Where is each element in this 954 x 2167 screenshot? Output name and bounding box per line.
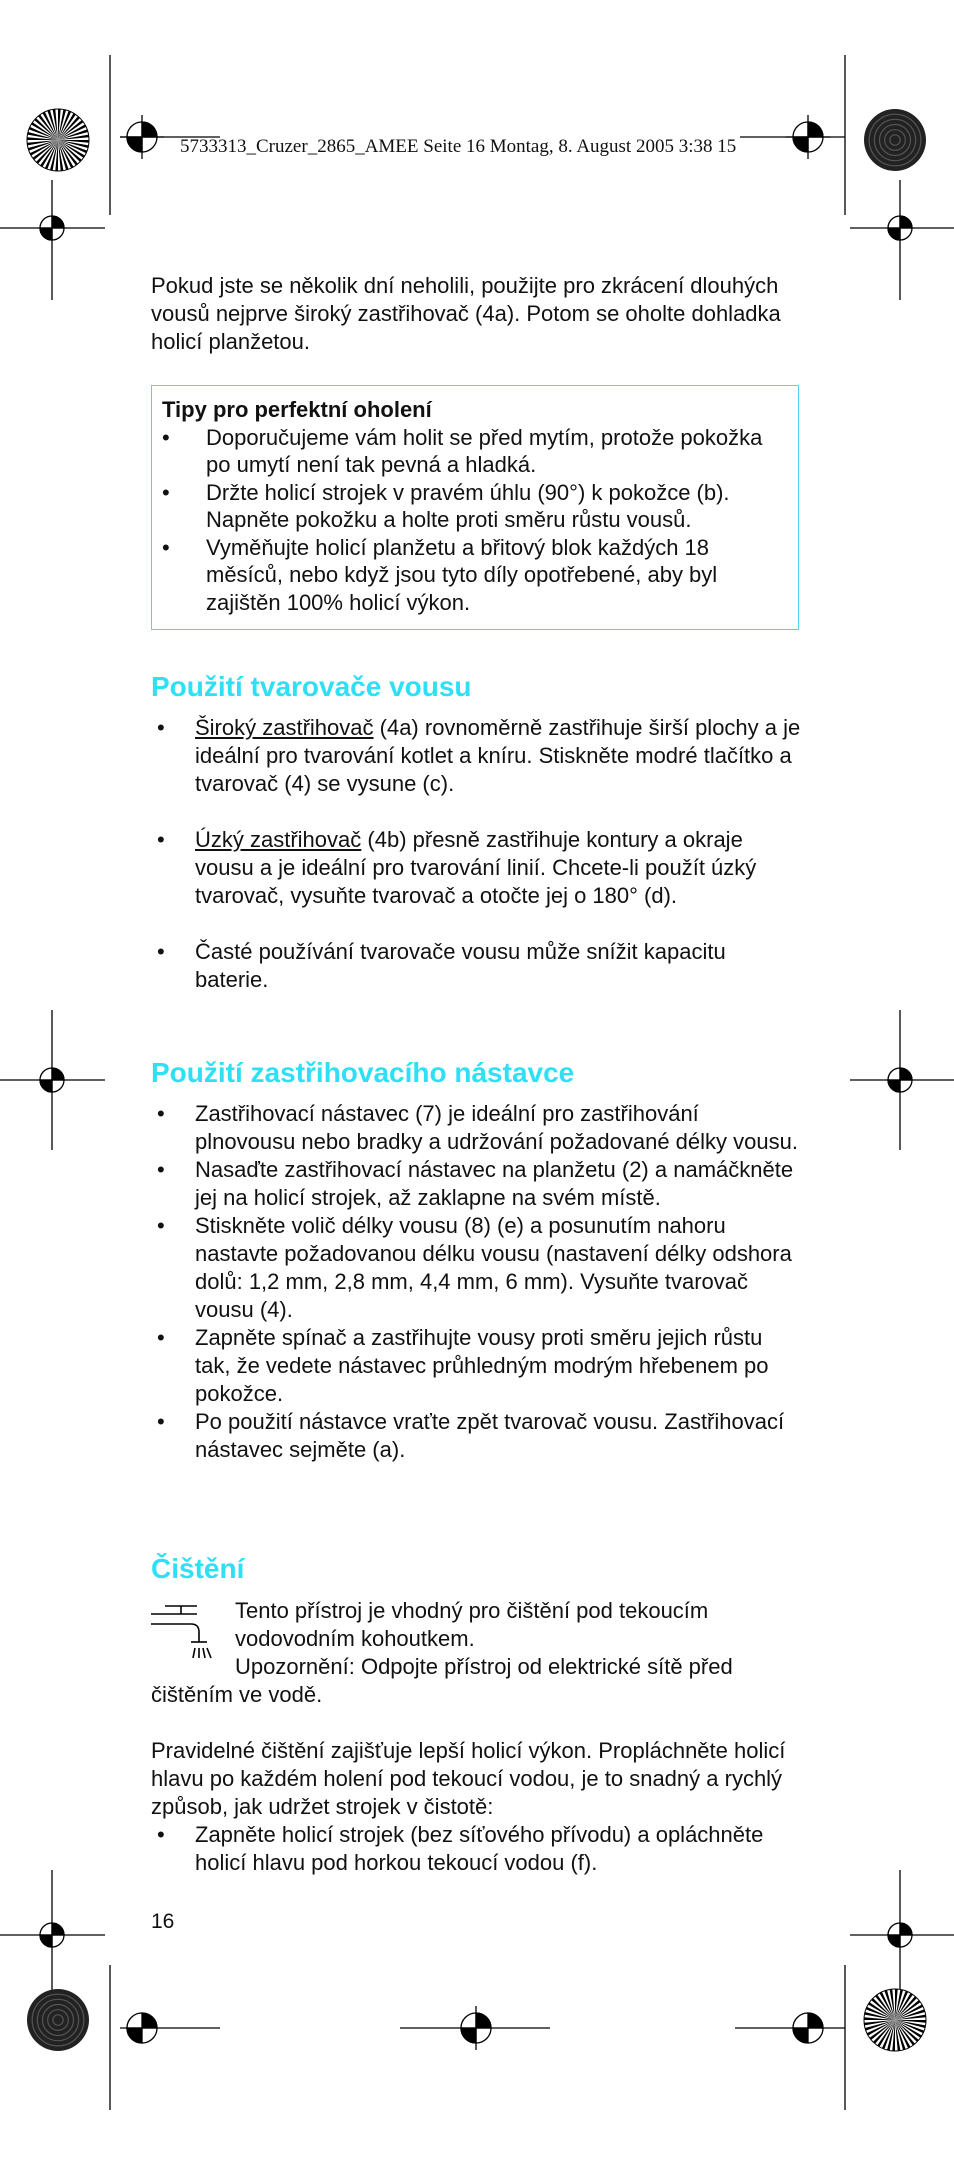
warning-continuation: čištěním ve vodě.	[151, 1682, 323, 1707]
intro-paragraph	[151, 272, 801, 356]
cleaning-paragraph: Pravidelné čištění zajišťuje lepší holicí výkon. Propláchněte holicí hlavu po každém holení pod tekoucí vodou, je to snadný a rychlý způsob, jak udržet strojek v čistotě:	[151, 1738, 786, 1819]
tap-notice	[235, 1597, 733, 1681]
registration-target-icon	[40, 1068, 64, 1092]
list-item: • Doporučujeme vám holit se před mytím, protože pokožka po umytí není tak pevná a hladká.	[162, 424, 788, 479]
starburst-calibration-icon	[864, 1989, 926, 2051]
warning-line: Upozornění: Odpojte přístroj od elektrické sítě před	[235, 1654, 733, 1679]
trimmer-list	[151, 714, 801, 994]
registration-target-icon	[888, 1923, 912, 1947]
print-slug-line: 5733313_Cruzer_2865_AMEE Seite 16 Montag, 8. August 2005 3:38 15	[180, 136, 737, 157]
intro-text: Pokud jste se několik dní neholili, použijte pro zkrácení dlouhých vousů nejprve široký zastřihovač (4a). Potom se oholte dohladka holicí planžetou.	[151, 273, 781, 354]
registration-target-icon	[793, 2013, 823, 2043]
section-heading-cleaning: Čištění	[151, 1553, 245, 1584]
starburst-calibration-icon	[864, 109, 926, 171]
attachment-section	[151, 1100, 801, 1464]
list-item: • Zastřihovací nástavec (7) je ideální pro zastřihování plnovousu nebo bradky a udržování požadované délky vousu.	[151, 1100, 801, 1156]
registration-target-icon	[888, 216, 912, 240]
list-item-text: (4b) přesně zastřihuje kontury a okraje vousu a je ideální pro tvarování linií. Chcete-li použít úzký tvarovač, vysuňte tvarovač a otočte jej o 180° (d).	[195, 827, 757, 908]
tips-title: Tipy pro perfektní oholení	[162, 397, 432, 422]
list-item: • Po použití nástavce vraťte zpět tvarovač vousu. Zastřihovací nástavec sejměte (a).	[151, 1408, 801, 1464]
list-item	[151, 826, 801, 910]
tap-notice-line: Tento přístroj je vhodný pro čištění pod tekoucím	[235, 1598, 709, 1623]
registration-target-icon	[120, 115, 164, 159]
starburst-calibration-icon	[27, 1989, 89, 2051]
trimmer-section	[151, 714, 801, 994]
registration-target-icon	[127, 2013, 157, 2043]
water-tap-icon	[151, 1600, 215, 1662]
list-item: • Vyměňujte holicí planžetu a břitový blok každých 18 měsíců, nebo když jsou tyto díly opotřebené, aby byl zajištěn 100% holicí výkon.	[162, 534, 788, 617]
list-item-text: (4a) rovnoměrně zastřihuje širší plochy a je ideální pro tvarování kotlet a kníru. Stiskněte modré tlačítko a tvarovač (4) se vysune (c).	[195, 715, 801, 796]
list-item: • Zapněte holicí strojek (bez síťového přívodu) a opláchněte holicí hlavu pod horkou tekoucí vodou (f).	[151, 1821, 801, 1877]
wide-trimmer-term: Široký zastřihovač	[195, 715, 374, 740]
narrow-trimmer-term: Úzký zastřihovač	[195, 827, 362, 852]
registration-target-icon	[40, 1923, 64, 1947]
starburst-calibration-icon	[27, 109, 89, 171]
list-item	[151, 714, 801, 798]
tap-notice-line: vodovodním kohoutkem.	[235, 1626, 475, 1651]
registration-target-icon	[461, 2006, 491, 2050]
list-item: • Nasaďte zastřihovací nástavec na planžetu (2) a namáčkněte jej na holicí strojek, až zaklapne na svém místě.	[151, 1156, 801, 1212]
cleaning-section	[151, 1737, 801, 1877]
list-item: • Stiskněte volič délky vousu (8) (e) a posunutím nahoru nastavte požadovanou délku vousu (nastavení délky odshora dolů: 1,2 mm, 2,8 mm, 4,4 mm, 6 mm). Vysuňte tvarovač vousu (4).	[151, 1212, 801, 1324]
list-item: • Časté používání tvarovače vousu může snížit kapacitu baterie.	[151, 938, 801, 994]
registration-target-icon	[888, 1068, 912, 1092]
registration-target-icon	[40, 216, 64, 240]
section-heading-attachment: Použití zastřihovacího nástavce	[151, 1057, 575, 1088]
tips-list	[162, 424, 788, 617]
list-item: • Držte holicí strojek v pravém úhlu (90°) k pokožce (b). Napněte pokožku a holte proti směru růstu vousů.	[162, 479, 788, 534]
list-item: • Zapněte spínač a zastřihujte vousy proti směru jejich růstu tak, že vedete nástavec průhledným modrým hřebenem po pokožce.	[151, 1324, 801, 1408]
page-number: 16	[151, 1910, 175, 1933]
cleaning-list	[151, 1821, 801, 1877]
attachment-list	[151, 1100, 801, 1464]
section-heading-trimmer: Použití tvarovače vousu	[151, 671, 472, 702]
tips-box	[151, 385, 799, 630]
